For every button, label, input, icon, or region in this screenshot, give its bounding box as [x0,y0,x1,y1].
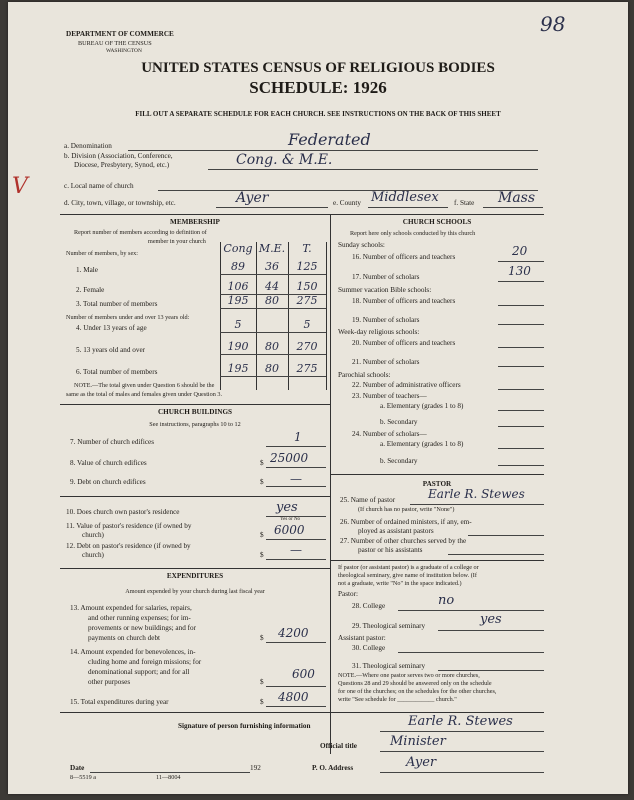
column-total: T. [302,242,312,255]
q11-label-2: church) [82,531,104,539]
margin-check-mark: V [12,174,28,199]
summer-label: Summer vacation Bible schools: [338,286,432,294]
row-total6-label: 6. Total number of members [76,368,158,376]
q29-value: yes [480,612,502,627]
q24-label: 24. Number of scholars— [352,430,427,438]
denomination-value: Federated [288,130,371,149]
membership-note: NOTE.—The total given under Question 6 should be the [74,382,215,389]
q29-label: 29. Theological seminary [352,622,426,630]
q14-label-4: other purposes [88,678,131,686]
female-cong: 106 [227,280,249,293]
row-male-label: 1. Male [76,266,98,274]
total-me: 80 [265,294,279,307]
form-title: UNITED STATES CENSUS OF RELIGIOUS BODIES [141,60,495,76]
q14-dollar: $ [260,678,264,686]
q19-label: 19. Number of scholars [352,316,420,324]
form-instruction: FILL OUT A SEPARATE SCHEDULE FOR EACH CHURCH. SEE INSTRUCTIONS ON THE BACK OF THIS SHEET [135,110,501,118]
q17-value: 130 [508,264,531,278]
form-subtitle: SCHEDULE: 1926 [249,78,387,97]
q23a-label: a. Elementary (grades 1 to 8) [380,402,464,410]
date-year: 192 [250,764,261,772]
expenditures-sub: Amount expended by your church during last fiscal year [125,588,265,595]
membership-heading: MEMBERSHIP [170,218,220,226]
q31-label: 31. Theological seminary [352,662,426,670]
college-intro-3: not a graduate, write "No" in the space indicated.) [338,580,462,587]
q13-dollar: $ [260,634,264,642]
total-total: 275 [296,294,318,307]
q24a-label: a. Elementary (grades 1 to 8) [380,440,464,448]
over13-cong: 190 [227,340,249,353]
county-value: Middlesex [371,190,439,205]
census-schedule-sheet [8,2,628,794]
official-title-value: Minister [390,734,446,749]
buildings-heading: CHURCH BUILDINGS [157,408,233,416]
q14-label-3: denominational support; and for all [88,668,190,676]
schools-intro: Report here only schools conducted by this church [350,230,476,237]
q16-label: 16. Number of officers and teachers [352,253,456,261]
city-label: d. City, town, village, or township, etc. [64,199,176,207]
female-me: 44 [265,280,279,293]
q9-value: — [290,472,302,486]
q9-label: 9. Debt on church edifices [70,478,146,486]
bureau-label: BUREAU OF THE CENSUS [78,40,152,47]
q20-label: 20. Number of officers and teachers [352,339,456,347]
by-age-label: Number of members under and over 13 years old: [66,314,190,321]
q14-label-2: cluding home and foreign missions; for [88,658,202,666]
q10-value: yes [276,500,298,515]
city-value: Ayer [236,190,269,206]
q25-hint: (If church has no pastor, write "None") [358,506,455,513]
q13-value: 4200 [278,626,309,640]
signature-label: Signature of person furnishing information [178,722,311,730]
address-value: Ayer [406,755,437,770]
q14-label: 14. Amount expended for benevolences, in- [70,648,196,656]
date-label: Date [70,764,85,772]
division-label: b. Division (Association, Conference, [64,152,173,160]
q11-dollar: $ [260,531,264,539]
by-sex-label: Number of members, by sex: [66,250,138,257]
q18-label: 18. Number of officers and teachers [352,297,456,305]
print-code: 11—8004 [156,774,181,781]
q12-dollar: $ [260,551,264,559]
pastor-note-4: write "See schedule for ____________ church." [338,696,457,703]
q28-value: no [438,593,455,608]
membership-intro-2: member in your church [148,238,206,245]
q13-label-4: payments on church debt [88,634,161,642]
assistant-label: Assistant pastor: [338,634,386,642]
q13-label-2: and other running expenses; for im- [88,614,191,622]
q16-value: 20 [512,244,528,258]
total6-cong: 195 [227,362,249,375]
pastor-note-2: Questions 28 and 29 should be answered only on the schedule [338,680,492,687]
form-code: 8—5519 a [70,774,96,781]
total6-me: 80 [265,362,279,375]
q28-label: 28. College [352,602,386,610]
pastor-sub-label: Pastor: [338,590,358,598]
row-under13-label: 4. Under 13 years of age [76,324,147,332]
q11-value: 6000 [274,523,305,537]
dept-label: DEPARTMENT OF COMMERCE [66,30,174,38]
q12-value: — [290,543,302,557]
buildings-sub: See instructions, paragraphs 10 to 12 [149,421,241,428]
schools-heading: CHURCH SCHOOLS [402,218,472,226]
membership-note-2: same as the total of males and females given under Question 3. [66,391,223,398]
q27-label-2: pastor or his assistants [358,546,423,554]
q13-label-3: provements or new buildings; and for [88,624,196,632]
college-intro-2: theological seminary, give name of institution below. (If [338,572,477,579]
total-cong: 195 [227,294,249,307]
q21-label: 21. Number of scholars [352,358,420,366]
q11-label: 11. Value of pastor's residence (if owned by [66,522,192,530]
state-value: Mass [498,190,536,206]
sunday-label: Sunday schools: [338,241,385,249]
q23b-label: b. Secondary [380,418,418,426]
q10-hint: Yes or No [280,517,301,522]
q27-label: 27. Number of other churches served by the [340,537,467,545]
county-label: e. County [333,199,361,207]
q10-label: 10. Does church own pastor's residence [66,508,180,516]
q8-value: 25000 [270,451,309,465]
q13-label: 13. Amount expended for salaries, repairs, [70,604,192,612]
denomination-label: a. Denomination [64,142,112,150]
q24b-label: b. Secondary [380,457,418,465]
q12-label-2: church) [82,551,104,559]
q12-label: 12. Debt on pastor's residence (if owned by [66,542,191,550]
male-cong: 89 [231,260,245,273]
state-label: f. State [454,199,475,207]
q26-label-2: ployed as assistant pastors [358,527,434,535]
q15-value: 4800 [278,690,309,704]
row-female-label: 2. Female [76,286,105,294]
q8-dollar: $ [260,459,264,467]
q7-label: 7. Number of church edifices [70,438,155,446]
female-total: 150 [296,280,318,293]
pastor-note-3: for one of the churches; on the schedules for the other churches, [338,688,497,695]
local-name-label: c. Local name of church [64,182,134,190]
division-label-2: Diocese, Presbytery, Synod, etc.) [74,161,170,169]
page-number: 98 [540,12,566,36]
over13-me: 80 [265,340,279,353]
q9-dollar: $ [260,478,264,486]
over13-total: 270 [296,340,318,353]
pastor-heading: PASTOR [422,480,452,488]
signature-value: Earle R. Stewes [408,714,513,729]
city-label: WASHINGTON [106,48,142,54]
address-label: P. O. Address [312,764,354,772]
q25-label: 25. Name of pastor [340,496,396,504]
q17-label: 17. Number of scholars [352,273,420,281]
q14-value: 600 [292,667,315,681]
row-total-label: 3. Total number of members [76,300,158,308]
q25-value: Earle R. Stewes [428,487,525,501]
male-me: 36 [265,260,279,273]
q7-value: 1 [294,430,302,444]
row-over13-label: 5. 13 years old and over [76,346,146,354]
pastor-note: NOTE.—Where one pastor serves two or more churches, [338,672,480,679]
q15-label: 15. Total expenditures during year [70,698,169,706]
q15-dollar: $ [260,698,264,706]
male-total: 125 [296,260,318,273]
under13-total: 5 [303,318,311,331]
q30-label: 30. College [352,644,386,652]
q26-label: 26. Number of ordained ministers, if any, em- [340,518,472,526]
under13-cong: 5 [234,318,242,331]
column-me: M.E. [258,242,286,255]
weekday-label: Week-day religious schools: [338,328,420,336]
q23-label: 23. Number of teachers— [352,392,427,400]
division-value: Cong. & M.E. [236,152,333,168]
official-title-label: Official title [320,742,357,750]
expenditures-heading: EXPENDITURES [166,572,224,580]
membership-intro: Report number of members according to definition of [74,229,207,236]
total6-total: 275 [296,362,318,375]
column-cong: Cong [223,242,253,255]
college-intro: If pastor (or assistant pastor) is a graduate of a college or [338,564,479,571]
q8-label: 8. Value of church edifices [70,459,147,467]
q22-label: 22. Number of administrative officers [352,381,461,389]
parochial-label: Parochial schools: [338,371,391,379]
